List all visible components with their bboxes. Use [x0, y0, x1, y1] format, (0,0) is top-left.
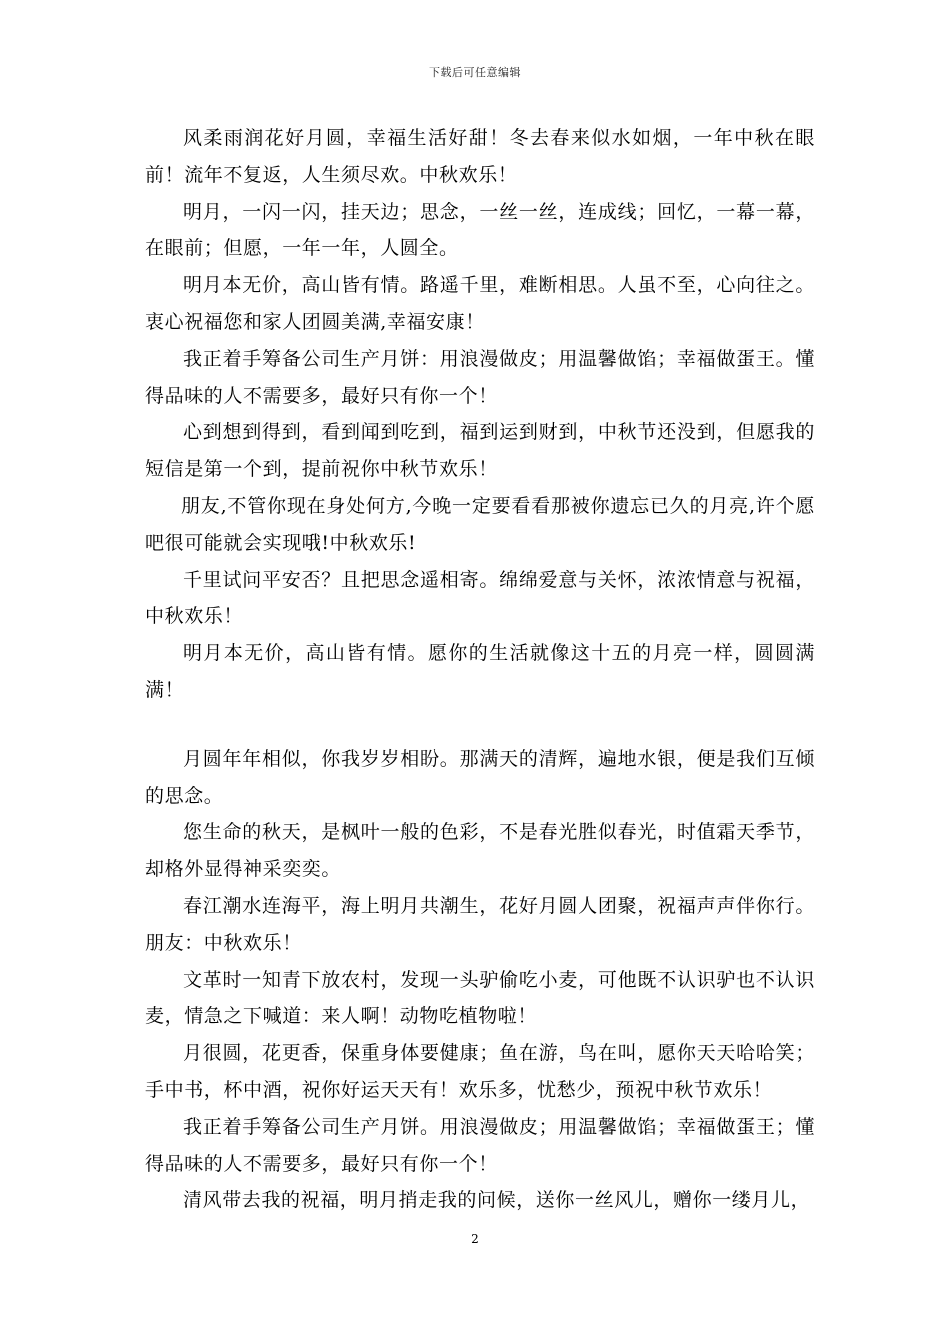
- paragraph: 您生命的秋天，是枫叶一般的色彩，不是春光胜似春光，时值霜天季节，却格外显得神采奕奕。: [145, 821, 815, 881]
- paragraph: 明月本无价，高山皆有情。愿你的生活就像这十五的月亮一样，圆圆满满！: [145, 642, 815, 701]
- blank-line: [145, 709, 815, 741]
- paragraph: 月很圆，花更香，保重身体要健康；鱼在游，鸟在叫，愿你天天哈哈笑；手中书，杯中酒，祝你好运天天有！欢乐多，忧愁少，预祝中秋节欢乐！: [145, 1042, 815, 1101]
- paragraph: 千里试问平安否？且把思念遥相寄。绵绵爱意与关怀，浓浓情意与祝福，中秋欢乐！: [145, 568, 815, 628]
- paragraph: 心到想到得到，看到闻到吃到，福到运到财到，中秋节还没到，但愿我的短信是第一个到，提前祝你中秋节欢乐！: [145, 421, 815, 481]
- paragraph: 文革时一知青下放农村，发现一头驴偷吃小麦，可他既不认识驴也不认识麦，情急之下喊道：来人啊！动物吃植物啦！: [145, 968, 815, 1028]
- page-header: 下载后可任意编辑: [429, 66, 521, 79]
- paragraph: 我正着手筹备公司生产月饼。用浪漫做皮；用温馨做馅；幸福做蛋王；懂得品味的人不需要多，最好只有你一个！: [145, 1115, 815, 1175]
- page-number: 2: [471, 1232, 479, 1246]
- paragraph: 朋友,不管你现在身处何方,今晚一定要看看那被你遗忘已久的月亮,许个愿吧很可能就会实现哦!中秋欢乐!: [145, 494, 815, 554]
- paragraph: 我正着手筹备公司生产月饼：用浪漫做皮；用温馨做馅；幸福做蛋王。懂得品味的人不需要多，最好只有你一个！: [145, 347, 815, 407]
- paragraph: 风柔雨润花好月圆，幸福生活好甜！冬去春来似水如烟，一年中秋在眼前！流年不复返，人生须尽欢。中秋欢乐！: [145, 127, 815, 186]
- paragraph: 明月本无价，高山皆有情。路遥千里，难断相思。人虽不至，心向往之。衷心祝福您和家人团圆美满,幸福安康！: [145, 274, 815, 333]
- paragraph: 明月，一闪一闪，挂天边；思念，一丝一丝，连成线；回忆，一幕一幕，在眼前；但愿，一年一年，人圆全。: [145, 200, 815, 260]
- paragraph: 月圆年年相似，你我岁岁相盼。那满天的清辉，遍地水银，便是我们互倾的思念。: [145, 747, 815, 807]
- paragraph: 清风带去我的祝福，明月捎走我的问候，送你一丝风儿，赠你一缕月儿，: [183, 1189, 811, 1212]
- paragraph: 春江潮水连海平，海上明月共潮生，花好月圆人团聚，祝福声声伴你行。朋友：中秋欢乐！: [145, 894, 815, 954]
- document-body: [145, 120, 815, 1219]
